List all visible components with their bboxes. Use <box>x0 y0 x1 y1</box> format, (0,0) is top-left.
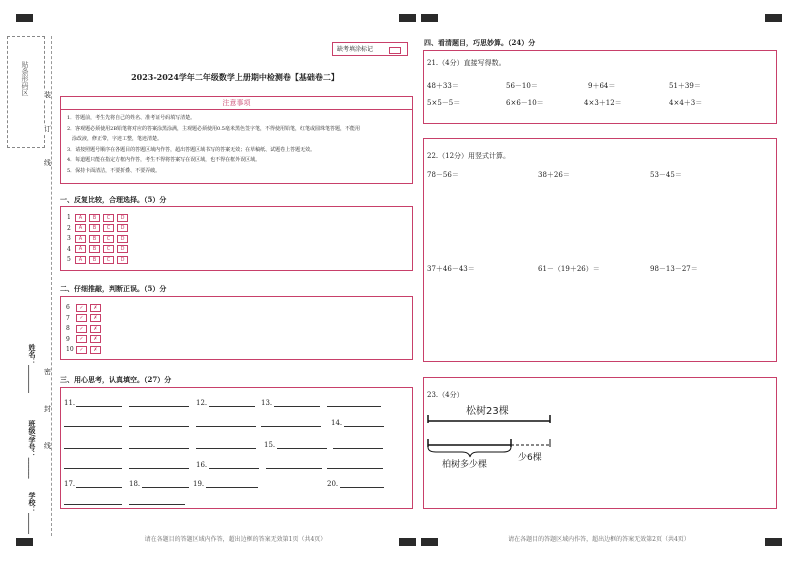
false-bubble[interactable]: ✗ <box>90 304 101 312</box>
line-diagram <box>424 378 776 508</box>
section3-title: 三、用心思考，认真填空。（27）分 <box>60 375 172 384</box>
blank-label: 17. <box>64 480 76 488</box>
answer-blank[interactable] <box>64 460 122 469</box>
binding-char: 订 <box>44 125 51 133</box>
choice-row: 2 A B C D <box>67 224 131 235</box>
true-bubble[interactable]: ✓ <box>76 304 87 312</box>
answer-blank[interactable] <box>196 418 256 427</box>
answer-blank[interactable] <box>327 460 383 469</box>
judge-row: 8 ✓ ✗ <box>66 324 104 335</box>
school-field[interactable]: 学校：______ <box>28 492 37 534</box>
blank-label: 12. <box>196 399 208 407</box>
registration-mark <box>16 14 33 22</box>
false-bubble[interactable]: ✗ <box>90 346 101 354</box>
answer-blank[interactable] <box>129 418 189 427</box>
cypress-label: 柏树多少棵 <box>442 460 488 470</box>
answer-blank[interactable] <box>209 460 259 469</box>
choice-row: 5 A B C D <box>67 255 131 266</box>
choice-row: 1 A B C D <box>67 213 131 224</box>
choice-row: 4 A B C D <box>67 245 131 256</box>
q23-title: 23.（4分） <box>427 391 464 399</box>
option-d[interactable]: D <box>117 256 128 264</box>
vertical-calc-item: 78－56＝ <box>427 171 459 179</box>
notice-box <box>60 96 413 184</box>
option-c[interactable]: C <box>103 256 114 264</box>
judge-row: 10 ✓ ✗ <box>66 345 104 356</box>
answer-blank[interactable] <box>266 460 322 469</box>
blank-label: 16. <box>196 461 208 469</box>
q21-title: 21.（4分）直接写得数。 <box>427 59 506 67</box>
notice-item: 2．客观题必须使用2B铅笔将对应的答案涂黑涂满，主观题必须使用0.5毫米黑色签字笔，不得使用铅笔，红笔或圆珠笔答题，不能用 <box>67 125 360 132</box>
q21-box <box>423 50 777 124</box>
option-a[interactable]: A <box>75 235 86 243</box>
false-bubble[interactable]: ✗ <box>90 325 101 333</box>
blank-label: 13. <box>261 399 273 407</box>
binding-char: 线 <box>44 159 51 167</box>
calc-item: 4×3＋12＝ <box>584 99 622 107</box>
vertical-calc-item: 53－45＝ <box>650 171 682 179</box>
registration-mark <box>399 14 416 22</box>
option-a[interactable]: A <box>75 256 86 264</box>
false-bubble[interactable]: ✗ <box>90 335 101 343</box>
answer-blank[interactable] <box>277 440 327 449</box>
option-a[interactable]: A <box>75 224 86 232</box>
answer-blank[interactable] <box>333 440 383 449</box>
notice-item: 4．每道题只能在指定方框内作答，考生不得将答案写在误区域，也不得在框外误区域。 <box>67 157 261 163</box>
blank-label: 19. <box>193 480 205 488</box>
section4-title: 四、看清题目，巧思妙算。（24）分 <box>424 38 536 47</box>
answer-blank[interactable] <box>76 479 122 488</box>
blank-label: 11. <box>64 399 76 407</box>
vertical-calc-item: 61－（19＋26）＝ <box>538 265 600 273</box>
registration-mark <box>765 14 782 22</box>
absent-bubble[interactable] <box>389 47 401 54</box>
answer-blank[interactable] <box>261 418 321 427</box>
notice-header: 注意事项 <box>61 97 412 110</box>
option-c[interactable]: C <box>103 214 114 222</box>
true-bubble[interactable]: ✓ <box>76 325 87 333</box>
true-bubble[interactable]: ✓ <box>76 335 87 343</box>
binding-char: 装 <box>44 91 51 99</box>
option-b[interactable]: B <box>89 214 100 222</box>
answer-blank[interactable] <box>129 496 185 505</box>
option-d[interactable]: D <box>117 224 128 232</box>
option-b[interactable]: B <box>89 235 100 243</box>
answer-blank[interactable] <box>142 479 189 488</box>
option-d[interactable]: D <box>117 235 128 243</box>
answer-blank[interactable] <box>129 398 189 407</box>
answer-blank[interactable] <box>209 398 255 407</box>
absent-mark-box <box>332 42 408 56</box>
option-a[interactable]: A <box>75 245 86 253</box>
q22-title: 22.（12分）用竖式计算。 <box>427 152 511 160</box>
fill-box <box>60 387 413 509</box>
calc-item: 56－10＝ <box>506 82 538 90</box>
blank-label: 20. <box>327 480 339 488</box>
answer-blank[interactable] <box>206 479 258 488</box>
notice-item: 涂改液，修正带，字迹工整，笔迹清楚。 <box>67 136 163 142</box>
answer-blank[interactable] <box>344 418 384 427</box>
blank-label: 15. <box>264 441 276 449</box>
seal-char: 密 <box>44 368 51 376</box>
choice-row: 3 A B C D <box>67 234 131 245</box>
barcode-area <box>7 36 45 148</box>
judge-row: 6 ✓ ✗ <box>66 303 104 314</box>
false-bubble[interactable]: ✗ <box>90 314 101 322</box>
q23-box <box>423 377 777 509</box>
notice-item: 5．保持卡面清洁，不要折叠、不要弄破。 <box>67 167 161 174</box>
vertical-calc-item: 37＋46－43＝ <box>427 265 475 273</box>
option-b[interactable]: B <box>89 224 100 232</box>
barcode-label: 贴条形码区 <box>21 61 29 96</box>
vertical-calc-item: 98－13－27＝ <box>650 265 698 273</box>
calc-item: 4×4＋3＝ <box>669 99 703 107</box>
page-footer: 请在各题目的答题区域内作答，超出边框的答案无效第1页（共4页） <box>144 536 327 543</box>
true-bubble[interactable]: ✓ <box>76 346 87 354</box>
binding-line <box>51 36 52 536</box>
calc-item: 6×6－10＝ <box>506 99 544 107</box>
choice-box <box>60 206 413 271</box>
judge-row: 7 ✓ ✗ <box>66 314 104 325</box>
option-d[interactable]: D <box>117 245 128 253</box>
answer-blank[interactable] <box>196 440 256 449</box>
blank-label: 18. <box>129 480 141 488</box>
answer-blank[interactable] <box>327 398 381 407</box>
answer-blank[interactable] <box>129 460 189 469</box>
notice-item: 3．请按照题号顺序在各题目的答题区域内作答，超出答题区域书写的答案无效；在草稿纸、试题卷上答题无效。 <box>67 146 316 153</box>
name-field[interactable]: 姓名：________ <box>28 344 37 393</box>
option-a[interactable]: A <box>75 214 86 222</box>
registration-mark <box>421 14 438 22</box>
answer-blank[interactable] <box>64 418 122 427</box>
answer-blank[interactable] <box>64 496 122 505</box>
vertical-calc-item: 38＋26＝ <box>538 171 570 179</box>
answer-blank[interactable] <box>274 398 320 407</box>
true-bubble[interactable]: ✓ <box>76 314 87 322</box>
answer-blank[interactable] <box>64 440 122 449</box>
section1-title: 一、反复比较，合理选择。（5）分 <box>60 195 167 204</box>
page-footer: 请在各题目的答题区域内作答，超出边框的答案无效第2页（共4页） <box>508 536 690 543</box>
cypress-brace <box>428 447 511 457</box>
seal-char: 线 <box>44 442 51 450</box>
absent-mark-label: 缺考填涂标记 <box>337 46 374 53</box>
option-c[interactable]: C <box>103 224 114 232</box>
option-d[interactable]: D <box>117 214 128 222</box>
calc-item: 5×5－5＝ <box>427 99 461 107</box>
option-c[interactable]: C <box>103 245 114 253</box>
judge-row: 9 ✓ ✗ <box>66 335 104 346</box>
judge-box <box>60 296 413 360</box>
calc-item: 51＋39＝ <box>669 82 701 90</box>
option-b[interactable]: B <box>89 245 100 253</box>
calc-item: 9＋64＝ <box>588 82 616 90</box>
notice-item: 1．答题前，考生先将自己的姓名、准考证号码填写清楚。 <box>67 115 196 121</box>
exam-title: 2023-2024学年二年级数学上册期中检测卷【基础卷二】 <box>131 72 339 82</box>
pine-label: 松树23棵 <box>466 406 509 417</box>
answer-blank[interactable] <box>340 479 384 488</box>
class-field[interactable]: 班级/学号：______ <box>28 420 37 479</box>
section2-title: 二、仔细推敲，判断正误。（5）分 <box>60 284 167 293</box>
answer-blank[interactable] <box>76 398 122 407</box>
difference-label: 少6棵 <box>518 453 542 463</box>
answer-blank[interactable] <box>129 440 189 449</box>
seal-char: 封 <box>44 405 51 413</box>
q22-box <box>423 138 777 362</box>
option-c[interactable]: C <box>103 235 114 243</box>
option-b[interactable]: B <box>89 256 100 264</box>
blank-label: 14. <box>331 419 343 427</box>
calc-item: 48＋33＝ <box>427 82 459 90</box>
